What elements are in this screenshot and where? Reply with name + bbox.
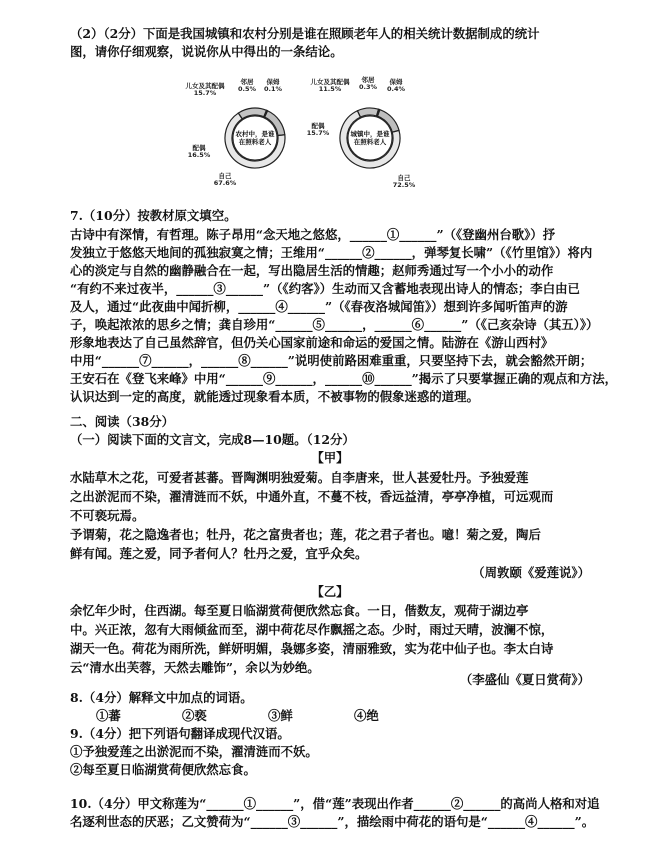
elderly-care-pie-charts <box>185 76 450 192</box>
yi-line-3: 湖天一色。荷花为雨所洗，鲜妍明媚，袅娜多姿，清丽雅致，实为花中仙子也。李太白诗 <box>70 641 554 656</box>
slice-value-label: 0.4% <box>386 85 406 93</box>
slice-value-label: 72.5% <box>392 181 416 189</box>
slice-value-label: 15.7% <box>193 89 217 97</box>
q9-item-1: ①予独爱莲之出淤泥而不染，濯清涟而不妖。 <box>70 744 318 759</box>
jia-line-4: 予谓菊，花之隐逸者也；牡丹，花之富贵者也；莲，花之君子者也。噫！菊之爱，陶后 <box>70 527 541 542</box>
q7-line-8: 中用“______⑦______，______⑧______”说明使前路困难重重，只要坚持下去，就会豁然开朗； <box>70 353 593 368</box>
pie-center-label: 城镇中，是谁 <box>350 130 390 138</box>
jia-line-2: 之出淤泥而不染，濯清涟而不妖，中通外直，不蔓不枝，香远益清，亭亭净植，可远观而 <box>70 489 554 504</box>
pie-center-label: 农村中，是谁 <box>235 130 275 138</box>
slice-value-label: 67.6% <box>213 179 237 187</box>
slice-value-label: 11.5% <box>318 85 342 93</box>
jia-source: （周敦颐《爱莲说》） <box>472 565 590 580</box>
pie-center-label: 在照料老人 <box>353 138 387 146</box>
yi-source: （李盛仙《夏日赏荷》） <box>459 672 590 687</box>
reading-sub-heading: （一）阅读下面的文言文，完成8—10题。（12分） <box>70 432 355 447</box>
reading-heading: 二、阅读（38分） <box>70 414 174 429</box>
jia-line-3: 不可亵玩焉。 <box>70 508 145 523</box>
slice-value-label: 0.1% <box>263 85 283 93</box>
yi-title: 【乙】 <box>311 584 349 599</box>
q7-line-5: 及人，通过“此夜曲中闻折柳，______④______”（《春夜洛城闻笛》）想到许多闻听笛声的游 <box>70 299 568 314</box>
q7-line-7: 形象地表达了自己虽然辞官，但仍关心国家前途和命运的爱国之情。陆游在《游山西村》 <box>70 335 554 350</box>
slice-value-label: 0.5% <box>237 85 257 93</box>
slice-label: 邻居 <box>240 78 254 86</box>
slice-label: 自己 <box>218 172 232 180</box>
q8-title: 8.（4分）解释文中加点的词语。 <box>70 690 253 705</box>
q8-item-4: ④绝 <box>354 708 379 723</box>
slice-label: 邻居 <box>361 76 375 84</box>
q2-line-1: （2）（2分）下面是我国城镇和农村分别是谁在照顾老年人的相关统计数据制成的统计 <box>70 26 540 41</box>
q7-line-10: 认识达到一定的高度，就能透过现象看本质，不被事物的假象迷惑的道理。 <box>70 389 479 404</box>
q7-line-3: 心的淡定与自然的幽静融合在一起，写出隐居生活的情趣；赵师秀通过写一个小小的动作 <box>70 263 554 278</box>
q9-item-2: ②每至夏日临湖赏荷便欣然忘食。 <box>70 762 256 777</box>
q8-item-3: ③鲜 <box>268 708 293 723</box>
slice-value-label: 15.7% <box>306 129 330 137</box>
q10-line-1: 10.（4分）甲文称莲为“______①______”，借“莲”表现出作者______②______的高尚人格和对追 <box>70 796 600 811</box>
q7-line-1: 古诗中有深情，有哲理。陈子昂用“念天地之悠悠，______①______”（《登幽州台歌》）抒 <box>70 227 556 242</box>
slice-label: 儿女及其配偶 <box>185 82 225 90</box>
yi-line-2: 中。兴正浓，忽有大雨倾盆而至，湖中荷花尽作飘摇之态。少时，雨过天晴，波澜不惊， <box>70 622 554 637</box>
q7-line-6: 子，唤起浓浓的思乡之情；龚自珍用“______⑤______，______⑥______”（《己亥杂诗（其五）》） <box>70 317 599 332</box>
slice-label: 保姆 <box>266 78 280 86</box>
q7-line-4: “有约不来过夜半，______③______”（《约客》）生动而又含蓄地表现出诗人的情态；李白由已 <box>70 281 580 296</box>
slice-label: 配偶 <box>311 122 325 130</box>
q8-item-1: ①蕃 <box>96 708 121 723</box>
slice-label: 自己 <box>397 174 411 182</box>
yi-line-4: 云“清水出芙蓉，天然去雕饰”，余以为妙绝。 <box>70 660 320 675</box>
jia-line-5: 鲜有闻。莲之爱，同予者何人？牡丹之爱，宜乎众矣。 <box>70 546 368 561</box>
jia-line-1: 水陆草木之花，可爱者甚蕃。晋陶渊明独爱菊。自李唐来，世人甚爱牡丹。予独爱莲 <box>70 470 529 485</box>
q2-line-2: 图，请你仔细观察，说说你从中得出的一条结论。 <box>70 44 343 59</box>
pie-center-label: 在照料老人 <box>238 138 272 146</box>
q10-line-2: 名逐利世态的厌恶；乙文赞荷为“______③______”，描绘雨中荷花的语句是“______④______”。 <box>70 814 595 829</box>
jia-title: 【甲】 <box>311 450 349 465</box>
slice-label: 保姆 <box>389 78 403 86</box>
yi-line-1: 余忆年少时，住西湖。每至夏日临湖赏荷便欣然忘食。一日，偕数友，观荷于湖边亭 <box>70 603 529 618</box>
q8-item-2: ②亵 <box>182 708 207 723</box>
q7-title: 7.（10分）按教材原文填空。 <box>70 208 237 223</box>
slice-label: 配偶 <box>192 144 206 152</box>
q7-line-2: 发独立于悠悠天地间的孤独寂寞之情；王维用“______②______，弹琴复长啸”（《竹里馆》）将内 <box>70 245 593 260</box>
q7-line-9: 王安石在《登飞来峰》中用“______⑨______，______⑩______”揭示了只要掌握正确的观点和方法， <box>70 371 618 386</box>
slice-label: 儿女及其配偶 <box>310 78 350 86</box>
q9-title: 9.（4分）把下列语句翻译成现代汉语。 <box>70 726 290 741</box>
slice-value-label: 16.5% <box>187 151 211 159</box>
slice-value-label: 0.3% <box>358 83 378 91</box>
